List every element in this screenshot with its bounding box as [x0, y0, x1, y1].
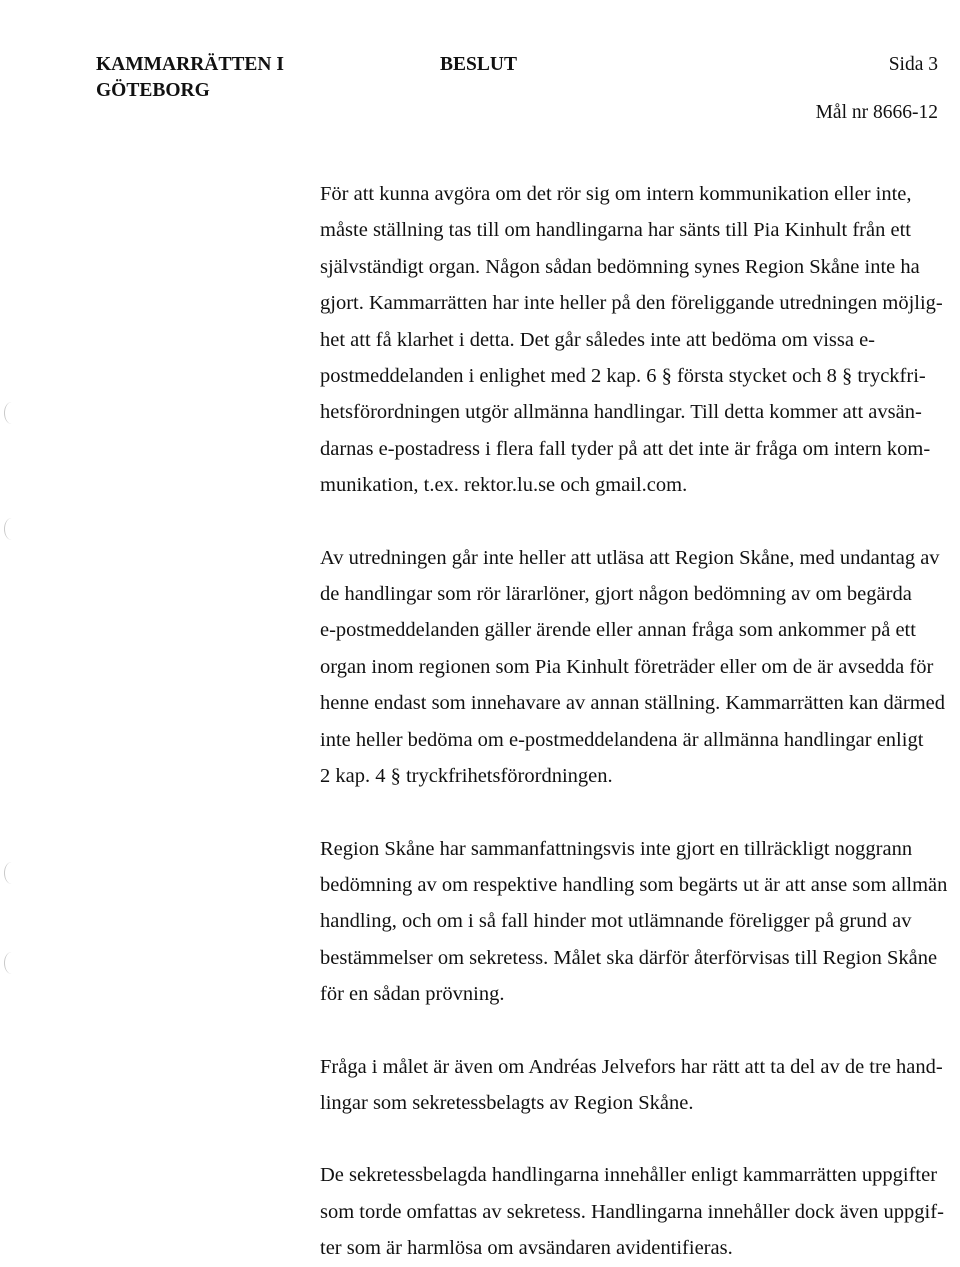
- scan-artifact: [4, 952, 19, 974]
- page-number: Sida 3: [888, 54, 938, 75]
- court-name-line-1: KAMMARRÄTTEN I: [96, 54, 284, 75]
- paragraph-3: Region Skåne har sammanfattningsvis inte gjort en tillräckligt noggrann bedömning av om respektive handling som begärts ut är att anse som allmän handling, och om i så fall hinder mot utlämnande föreligger på grund av bestämmelser om sekretess. Målet ska därför återförvisas till Region Skåne för en sådan prövning.: [320, 837, 948, 1006]
- paragraph-1: För att kunna avgöra om det rör sig om intern kommunikation eller inte, måste ställning tas till om handlingarna har sänts till Pia Kinhult från ett självständigt organ. Någon sådan bedömning synes Region Skåne inte ha gjort. Kammarrätten har inte heller på den föreliggande utredningen möjlig- het att få klarhet i detta. Det går således inte att bedöma om vissa e- postmeddelanden i enlighet med 2 kap. 6 § första stycket och 8 § tryckfri- hetsförordningen utgör allmänna handlingar. Till detta kommer att avsän- darnas e-postadress i flera fall tyder på att det inte är fråga om intern kom- munikation, t.ex. rektor.lu.se och gmail.com.: [320, 183, 943, 497]
- paragraph-2: Av utredningen går inte heller att utläsa att Region Skåne, med undantag av de handlingar som rör lärarlöner, gjort någon bedömning av om begärda e-postmeddelanden gäller ärende eller annan fråga som ankommer på ett organ inom regionen som Pia Kinhult företräder eller om de är avsedda för henne endast som innehavare av annan ställning. Kammarrätten kan därmed inte heller bedöma om e-postmeddelandena är allmänna handlingar enligt 2 kap. 4 § tryckfrihetsförordningen.: [320, 546, 946, 788]
- paragraph-5: De sekretessbelagda handlingarna innehåller enligt kammarrätten uppgifter som torde omfattas av sekretess. Handlingarna innehåller dock även uppgif- ter som är harmlösa om avsändaren avidentifieras.: [320, 1164, 944, 1260]
- court-name: [96, 52, 356, 104]
- scan-artifact: [4, 402, 19, 424]
- document-body: [320, 176, 960, 1267]
- paragraph-4: Fråga i målet är även om Andréas Jelvefors har rätt att ta del av de tre hand- lingar som sekretessbelagts av Region Skåne.: [320, 1055, 943, 1114]
- scan-artifact: [4, 518, 19, 540]
- case-number: Mål nr 8666-12: [815, 102, 938, 123]
- document-type: BESLUT: [440, 54, 517, 75]
- scan-artifact: [4, 862, 19, 884]
- court-name-line-2: GÖTEBORG: [96, 80, 210, 101]
